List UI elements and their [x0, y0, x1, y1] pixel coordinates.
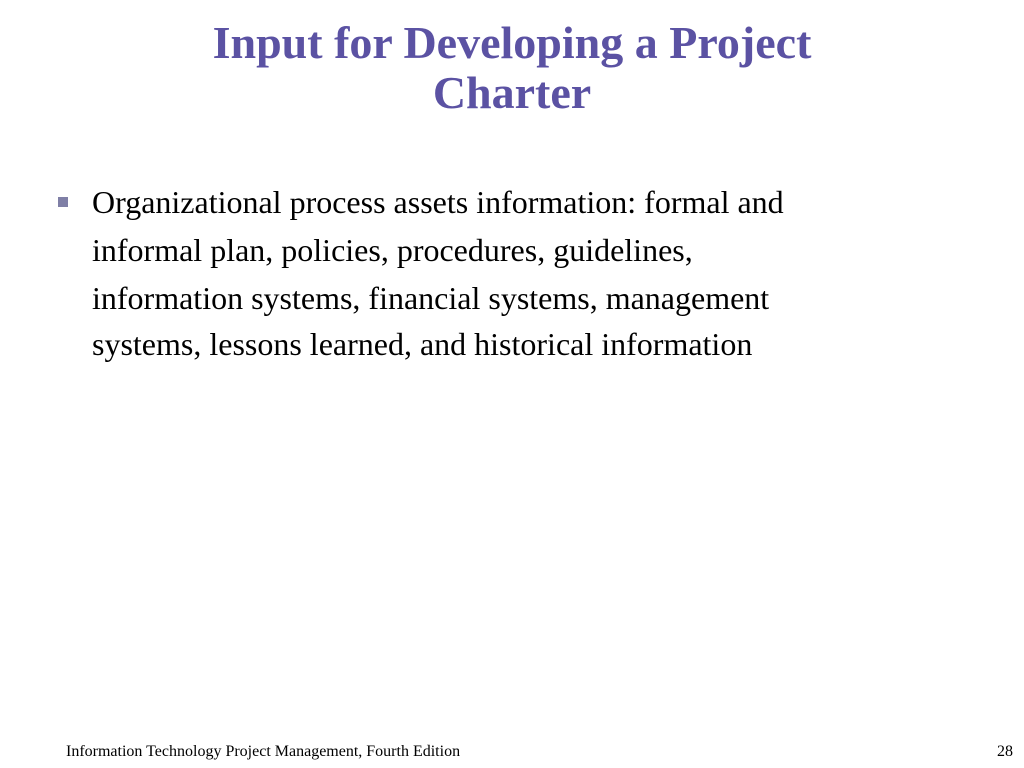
page-number: 28	[997, 743, 1013, 760]
slide-title-line: Charter	[432, 67, 592, 118]
bullet-text-line: Organizational process assets information: formal and	[92, 184, 784, 220]
bullet-text-line: information systems, financial systems, management	[92, 280, 770, 316]
bullet-text-line: informal plan, policies, procedures, guidelines,	[92, 232, 693, 268]
bullet-item	[57, 178, 962, 368]
slide-title-line: Input for Developing a Project	[212, 17, 812, 68]
bullet-text-line: systems, lessons learned, and historical information	[92, 326, 753, 362]
bullet-list	[57, 178, 962, 368]
slide-title	[100, 18, 924, 118]
square-bullet-icon	[58, 197, 68, 207]
footer-text: Information Technology Project Management, Fourth Edition	[66, 743, 461, 760]
